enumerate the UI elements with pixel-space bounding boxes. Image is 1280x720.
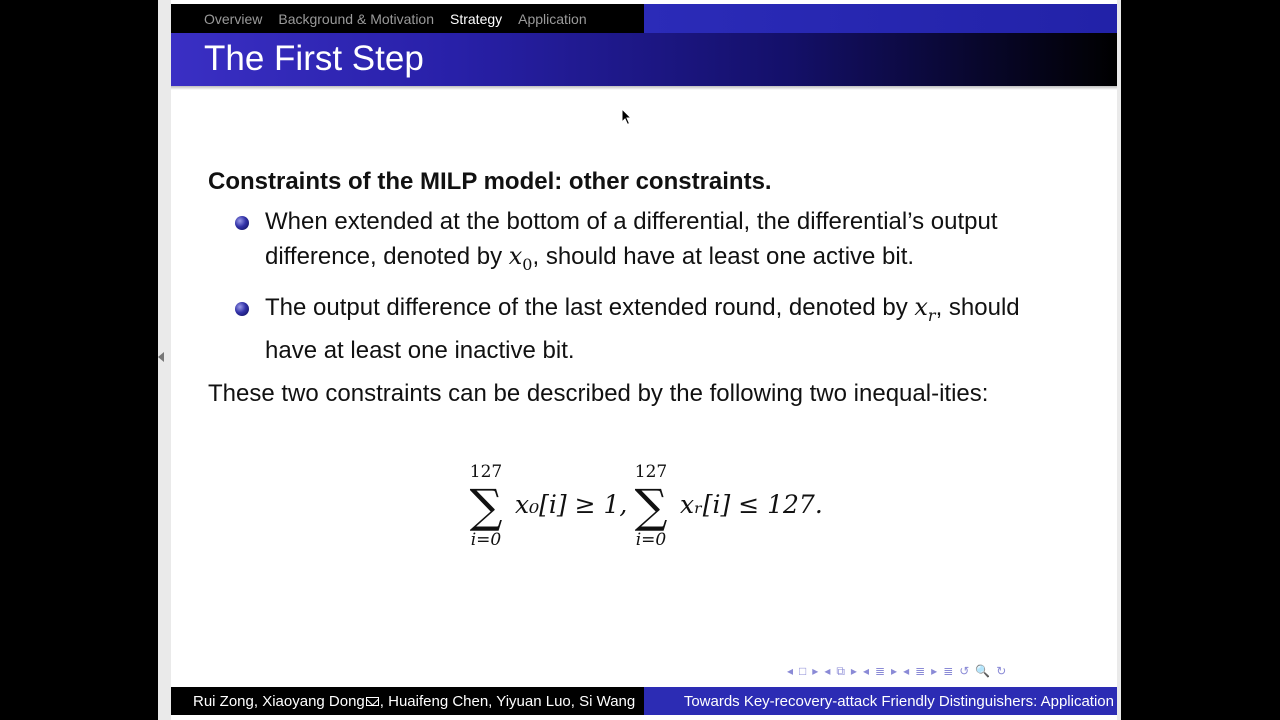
math-subscript: r: [927, 305, 936, 325]
title-bar: [171, 33, 1117, 86]
nav-forward-icon[interactable]: ↻: [996, 664, 1007, 678]
beamer-navigation-symbols: [787, 662, 1117, 680]
title-bar-shadow: [171, 86, 1117, 90]
footer-authors-first: Rui Zong, Xiaoyang Dong: [193, 692, 365, 710]
nav-toc-icon[interactable]: ≣: [943, 664, 954, 678]
nav-item-background[interactable]: Background & Motivation: [278, 10, 434, 27]
nav-prev-icon[interactable]: ◂: [787, 664, 794, 678]
right-black-margin: [1121, 0, 1280, 720]
nav-prev-icon[interactable]: ◂: [903, 664, 910, 678]
nav-subsection-icon[interactable]: ⧉: [836, 664, 845, 678]
nav-back-icon[interactable]: ↺: [959, 664, 970, 678]
collapse-arrow-icon[interactable]: [158, 352, 164, 362]
nav-next-icon[interactable]: ▸: [850, 664, 857, 678]
envelope-icon: [366, 697, 379, 706]
bullet-text-post: , should have at least one inactive bit.: [265, 293, 1020, 364]
sigma-icon: ∑: [469, 479, 503, 533]
math-variable: [508, 242, 533, 274]
math-var: x: [508, 242, 523, 270]
sigma-icon: ∑: [634, 479, 668, 533]
slide-content: [208, 165, 1070, 412]
search-icon[interactable]: 🔍: [975, 664, 991, 678]
constraints-heading: Constraints of the MILP model: other constraints.: [208, 168, 772, 195]
inequalities-equation: [461, 462, 841, 557]
footer-talk-title: Towards Key-recovery-attack Friendly Distinguishers: Application: [644, 687, 1117, 715]
sum-lower-limit: i=0: [470, 530, 502, 550]
nav-item-overview[interactable]: Overview: [204, 10, 263, 27]
slide: [171, 0, 1117, 720]
nav-next-icon[interactable]: ▸: [812, 664, 819, 678]
sum-lower-limit: i=0: [635, 530, 667, 550]
sum-term-2: xᵣ[i] ≤ 127.: [680, 490, 823, 519]
list-item: [208, 290, 1070, 368]
nav-section-icon[interactable]: ≣: [874, 664, 886, 678]
bullet-icon: [235, 216, 249, 230]
slide-title: The First Step: [204, 39, 424, 78]
left-black-margin: [0, 0, 160, 720]
nav-right-bar: [644, 4, 1117, 33]
footer: [171, 687, 1117, 715]
constraints-list: [208, 204, 1070, 368]
math-var: x: [914, 292, 928, 321]
math-variable: [914, 292, 936, 325]
nav-item-application[interactable]: Application: [518, 10, 587, 27]
nav-document-icon[interactable]: ≣: [915, 664, 926, 678]
math-subscript: 0: [522, 254, 533, 274]
footer-authors: [171, 687, 644, 715]
description-paragraph: These two constraints can be described by the following two inequal-ities:: [208, 379, 989, 407]
sum-upper-limit: 127: [634, 462, 668, 482]
sum-upper-limit: 127: [469, 462, 503, 482]
section-nav-list: [171, 4, 644, 33]
mouse-cursor-icon: [621, 108, 633, 126]
footer-authors-rest: , Huaifeng Chen, Yiyuan Luo, Si Wang: [379, 692, 636, 710]
nav-prev-icon[interactable]: ◂: [862, 664, 869, 678]
section-navigation: [171, 4, 1117, 33]
sum-term-1: x₀[i] ≥ 1,: [515, 490, 628, 519]
nav-next-icon[interactable]: ▸: [931, 664, 938, 678]
nav-prev-icon[interactable]: ◂: [824, 664, 831, 678]
list-item: [208, 204, 1070, 282]
summation-2: [626, 462, 676, 550]
nav-frame-icon[interactable]: □: [799, 664, 807, 678]
nav-next-icon[interactable]: ▸: [891, 664, 898, 678]
bullet-icon: [235, 302, 249, 316]
bullet-text-post: , should have at least one active bit.: [532, 243, 915, 270]
bullet-text-pre: The output difference of the last extended round, denoted by: [265, 293, 915, 321]
summation-1: [461, 462, 511, 550]
nav-item-strategy[interactable]: Strategy: [450, 10, 503, 27]
bullet-text-pre: When extended at the bottom of a differential, the differential’s output difference, denoted by: [265, 208, 998, 270]
